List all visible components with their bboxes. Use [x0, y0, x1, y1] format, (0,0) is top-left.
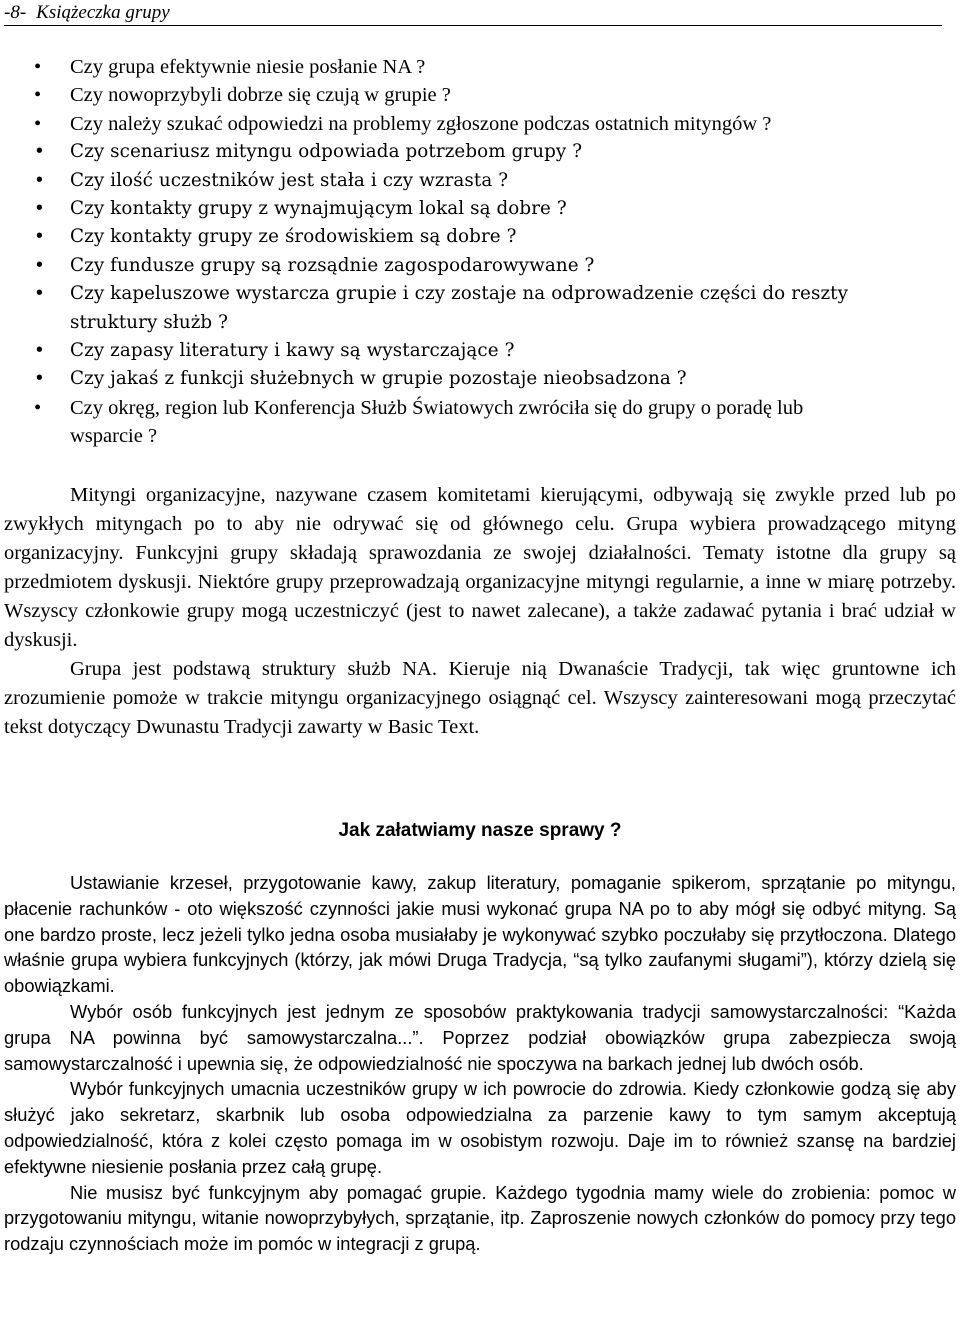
bullet-icon: • [34, 226, 45, 248]
bullet-icon: • [34, 368, 45, 390]
affairs-section [4, 870, 956, 1257]
bullet-icon: • [34, 340, 45, 362]
list-item: • Czy zapasy literatury i kawy są wystarczające ? [0, 337, 960, 365]
bullet-icon: • [34, 112, 42, 135]
list-item: • Czy nowoprzybyli dobrze się czują w grupie ? [0, 81, 960, 109]
bullet-icon: • [34, 396, 42, 419]
paragraph: Mityngi organizacyjne, nazywane czasem komitetami kierującymi, odbywają się zwykle przed lub po zwykłych mityngach po to aby nie odrywać się od głównego celu. Grupa wybiera prowadzącego mityng organizacyjny. Funkcyjni grupy składają sprawozdania ze swojej działalności. Tematy istotne dla grupy są przedmiotem dyskusji. Niektóre grupy przeprowadzają organizacyjne mityngi regularnie, a inne w miarę potrzeby. Wszyscy członkowie grupy mogą uczestniczyć (jest to nawet zalecane), a także zadawać pytania i brać udział w dyskusji. [4, 484, 956, 651]
paragraph: Nie musisz być funkcyjnym aby pomagać grupie. Każdego tygodnia mamy wiele do zrobienia: pomoc w przygotowaniu mityngu, witanie nowoprzybyłych, sprzątanie, itp. Zaproszenie nowych członków do pomocy przy tego rodzaju czynnościach może im pomóc w integracji z grupą. [4, 1181, 956, 1255]
bullet-icon: • [34, 84, 42, 107]
list-item: • Czy kontakty grupy z wynajmującym lokal są dobre ? [0, 195, 960, 223]
list-item: • Czy fundusze grupy są rozsądnie zagospodarowywane ? [0, 252, 960, 280]
question-list [0, 53, 960, 451]
bullet-icon: • [34, 141, 45, 163]
list-item: • Czy należy szukać odpowiedzi na problemy zgłoszone podczas ostatnich mityngów ? [0, 110, 960, 138]
list-item: • Czy kapeluszowe wystarcza grupie i czy zostaje na odprowadzenie części do reszty struktury służb ? [0, 280, 960, 337]
list-item: • Czy scenariusz mityngu odpowiada potrzebom grupy ? [0, 138, 960, 166]
paragraph: Grupa jest podstawą struktury służb NA. Kieruje nią Dwanaście Tradycji, tak więc gruntowne ich zrozumienie pomoże w trakcie mityngu organizacyjnego osiągnąć cel. Wszyscy zainteresowani mogą przeczytać tekst dotyczący Dwunastu Tradycji zawarty w Basic Text. [4, 658, 956, 738]
paragraph: Wybór osób funkcyjnych jest jednym ze sposobów praktykowania tradycji samowystarczalności: “Każda grupa NA powinna być samowystarczalna...”. Poprzez podział obowiązków grupa zabezpiecza swoją samowystarczalność i upewnia się, że odpowiedzialność nie spoczywa na barkach jednej lub dwóch osób. [4, 1000, 956, 1074]
bullet-icon: • [34, 56, 42, 78]
booklet-title: Książeczka grupy [36, 2, 170, 23]
paragraph: Wybór funkcyjnych umacnia uczestników grupy w ich powrocie do zdrowia. Kiedy członkowie godzą się aby służyć jako sekretarz, skarbnik lub osoba odpowiedzialna za parzenie kawy to tym samym akceptują odpowiedzialność, która z kolei często pomaga im w osobistym rozwoju. Daje im to również szansę na bardziej efektywne niesienie posłania przez całą grupę. [4, 1078, 956, 1177]
meetings-section [4, 481, 956, 742]
page-header [4, 2, 942, 26]
list-item: • Czy okręg, region lub Konferencja Służb Światowych zwróciła się do grupy o poradę lub wsparcie ? [0, 394, 960, 451]
bullet-icon: • [34, 169, 45, 191]
section-heading: Jak załatwiamy nasze sprawy ? [338, 820, 622, 841]
page-number: -8- [4, 2, 27, 23]
list-item: • Czy ilość uczestników jest stała i czy wzrasta ? [0, 167, 960, 195]
bullet-icon: • [34, 254, 45, 276]
paragraph: Ustawianie krzeseł, przygotowanie kawy, zakup literatury, pomaganie spikerom, sprzątanie po mityngu, płacenie rachunków - oto większość czynności jakie musi wykonać grupa NA po to aby mógł się odbyć mityng. Są one bardzo proste, lecz jeżeli tylko jedna osoba musiałaby je wykonywać szybko poczułaby się przytłoczona. Dlatego właśnie grupa wybiera funkcyjnych (którzy, jak mówi Druga Tradycja, “są tylko zaufanymi sługami”), którzy dzielą się obowiązkami. [4, 872, 956, 997]
list-item: • Czy kontakty grupy ze środowiskiem są dobre ? [0, 223, 960, 251]
bullet-icon: • [34, 283, 45, 305]
list-item: • Czy jakaś z funkcji służebnych w grupie pozostaje nieobsadzona ? [0, 365, 960, 393]
bullet-icon: • [34, 198, 45, 220]
list-item: • Czy grupa efektywnie niesie posłanie NA ? [0, 53, 960, 81]
